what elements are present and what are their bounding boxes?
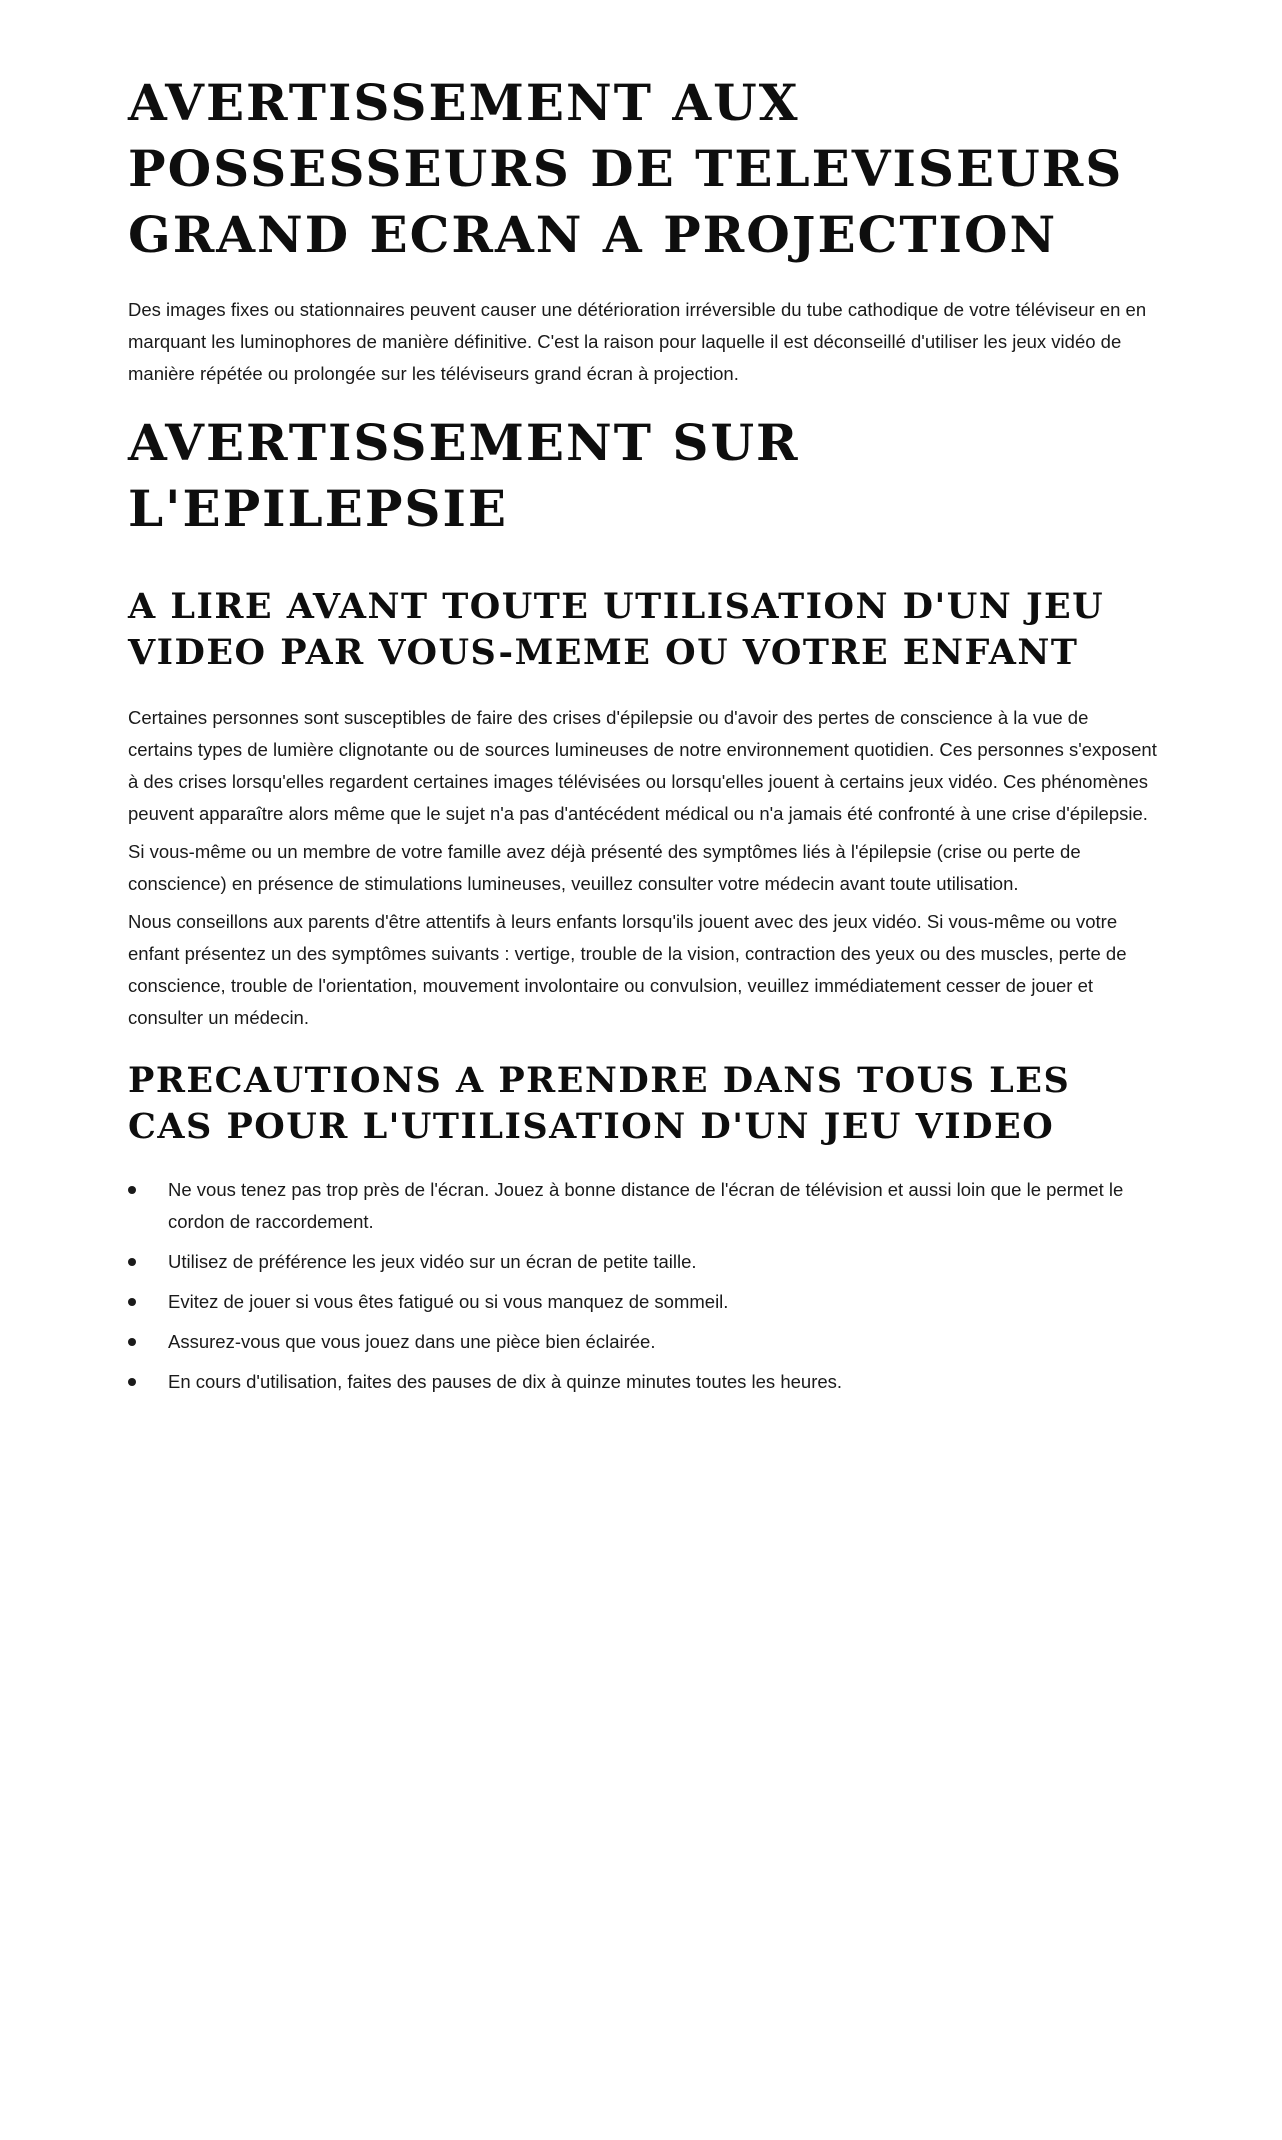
paragraph-epilepsy-2: Si vous-même ou un membre de votre famille avez déjà présenté des symptômes liés à l'épilepsie (crise ou perte de conscience) en présence de stimulations lumineuses, veuillez consulter votre médecin avant toute utilisation. xyxy=(128,841,1081,894)
list-item xyxy=(128,1286,1158,1318)
bullet-icon xyxy=(128,1378,136,1386)
list-item-text: En cours d'utilisation, faites des pauses de dix à quinze minutes toutes les heures. xyxy=(168,1371,843,1392)
list-item xyxy=(128,1174,1158,1238)
warning-document xyxy=(128,70,1158,1406)
paragraph-projection-warning: Des images fixes ou stationnaires peuvent causer une détérioration irréversible du tube cathodique de votre téléviseur en en marquant les luminophores de manière définitive. C'est la raison pour laquelle il est déconseillé d'utiliser les jeux vidéo de manière répétée ou prolongée sur les téléviseurs grand écran à projection. xyxy=(128,299,1147,384)
list-item xyxy=(128,1366,1158,1398)
list-item xyxy=(128,1246,1158,1278)
list-item xyxy=(128,1326,1158,1358)
subheading-read-before-use: A LIRE AVANT TOUTE UTILISATION D'UN JEU VIDEO PAR VOUS-MEME OU VOTRE ENFANT xyxy=(128,586,1105,673)
heading-projection-warning: AVERTISSEMENT AUX POSSESSEURS DE TELEVISEURS GRAND ECRAN A PROJECTION xyxy=(128,73,1124,264)
precautions-list xyxy=(128,1174,1158,1398)
list-item-text: Utilisez de préférence les jeux vidéo sur un écran de petite taille. xyxy=(168,1251,697,1272)
bullet-icon xyxy=(128,1298,136,1306)
list-item-text: Evitez de jouer si vous êtes fatigué ou si vous manquez de sommeil. xyxy=(168,1291,729,1312)
bullet-icon xyxy=(128,1258,136,1266)
bullet-icon xyxy=(128,1338,136,1346)
paragraph-epilepsy-3: Nous conseillons aux parents d'être attentifs à leurs enfants lorsqu'ils jouent avec des jeux vidéo. Si vous-même ou votre enfant présentez un des symptômes suivants : vertige, trouble de la vision, contraction des yeux ou des muscles, perte de conscience, trouble de l'orientation, mouvement involontaire ou convulsion, veuillez immédiatement cesser de jouer et consulter un médecin. xyxy=(128,911,1127,1028)
heading-precautions: PRECAUTIONS A PRENDRE DANS TOUS LES CAS POUR L'UTILISATION D'UN JEU VIDEO xyxy=(128,1060,1071,1147)
paragraph-epilepsy-1: Certaines personnes sont susceptibles de faire des crises d'épilepsie ou d'avoir des pertes de conscience à la vue de certains types de lumière clignotante ou de sources lumineuses de notre environnement quotidien. Ces personnes s'exposent à des crises lorsqu'elles regardent certaines images télévisées ou lorsqu'elles jouent à certains jeux vidéo. Ces phénomènes peuvent apparaître alors même que le sujet n'a pas d'antécédent médical ou n'a jamais été confronté à une crise d'épilepsie. xyxy=(128,707,1157,824)
list-item-text: Assurez-vous que vous jouez dans une pièce bien éclairée. xyxy=(168,1331,656,1352)
heading-epilepsy-warning: AVERTISSEMENT SUR L'EPILEPSIE xyxy=(128,413,800,538)
list-item-text: Ne vous tenez pas trop près de l'écran. Jouez à bonne distance de l'écran de télévision et aussi loin que le permet le cordon de raccordement. xyxy=(168,1179,1124,1232)
bullet-icon xyxy=(128,1186,136,1194)
